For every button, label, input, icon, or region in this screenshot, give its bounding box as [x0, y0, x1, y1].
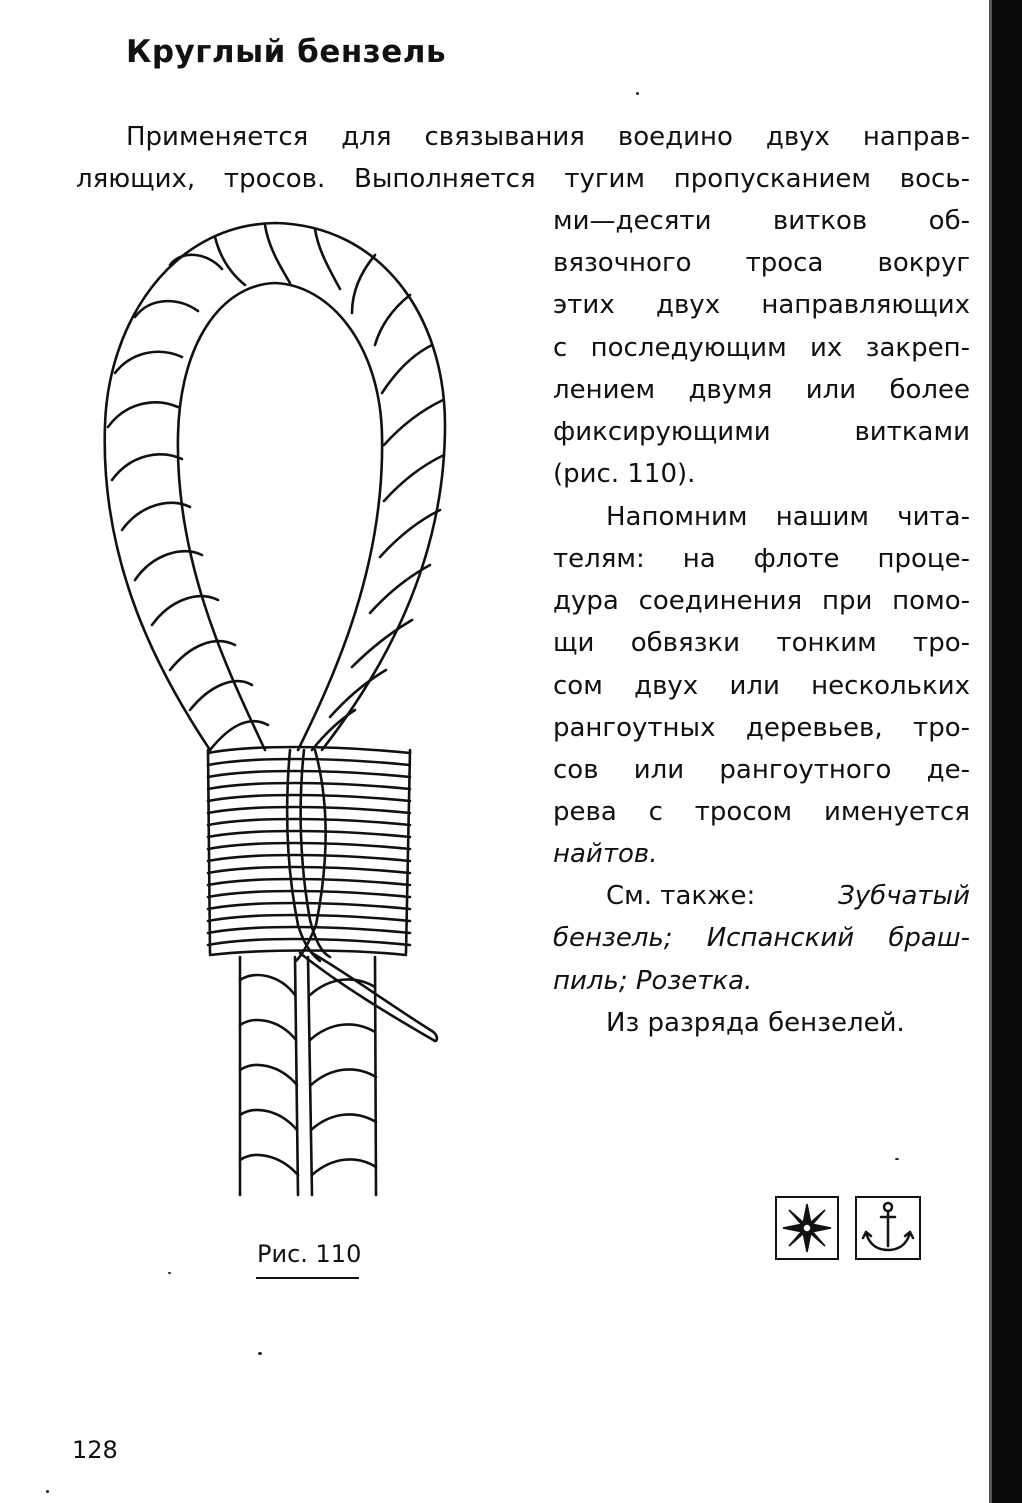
text-line: ми—десяти витков об-	[553, 206, 970, 236]
text-line: вязочного троса вокруг	[553, 248, 970, 278]
text-line: ляющих, тросов. Выполняется тугим пропусканием вось-	[76, 164, 970, 194]
page-number: 128	[72, 1436, 118, 1464]
figure-caption: Рис. 110	[257, 1240, 362, 1268]
see-also-references: бензель; Испанский браш-	[553, 923, 970, 953]
text-line: сом двух или нескольких	[553, 671, 970, 701]
category-note: Из разряда бензелей.	[606, 1008, 905, 1038]
text-line: фиксирующими витками	[553, 417, 970, 447]
text-line: с последующим их закреп-	[553, 333, 970, 363]
book-spine-shadow	[992, 0, 1022, 1503]
text-line: лением двумя или более	[553, 375, 970, 405]
see-also-references: пиль; Розетка.	[553, 966, 753, 996]
caption-underline	[256, 1277, 359, 1279]
scan-speck	[46, 1490, 49, 1493]
anchor-glyph	[857, 1198, 919, 1258]
term-naytov: найтов.	[553, 839, 658, 869]
see-also-label: См. также:	[606, 881, 756, 911]
compass-star-glyph	[777, 1198, 837, 1258]
scan-speck	[168, 1272, 171, 1274]
see-also-line	[606, 881, 970, 911]
scan-speck	[258, 1352, 262, 1355]
text-line: щи обвязки тонким тро-	[553, 628, 970, 658]
text-line: дура соединения при помо-	[553, 586, 970, 616]
text-line: телям: на флоте проце-	[553, 544, 970, 574]
text-line: сов или рангоутного де-	[553, 755, 970, 785]
anchor-icon	[855, 1196, 921, 1260]
scan-speck	[636, 92, 639, 95]
scan-speck	[895, 1158, 899, 1160]
text-line: этих двух направляющих	[553, 290, 970, 320]
see-also-reference: Зубчатый	[838, 881, 970, 911]
rope-loop-illustration	[90, 205, 460, 1205]
text-line: рева с тросом именуется	[553, 797, 970, 827]
book-spine-edge	[989, 0, 992, 1503]
text-line: Применяется для связывания воедино двух направ-	[126, 122, 970, 152]
compass-star-icon	[775, 1196, 839, 1260]
article-heading: Круглый бензель	[126, 34, 447, 70]
text-line: рангоутных деревьев, тро-	[553, 713, 970, 743]
text-line-figure-ref: (рис. 110).	[553, 459, 696, 489]
text-line: Напомним нашим чита-	[606, 502, 970, 532]
